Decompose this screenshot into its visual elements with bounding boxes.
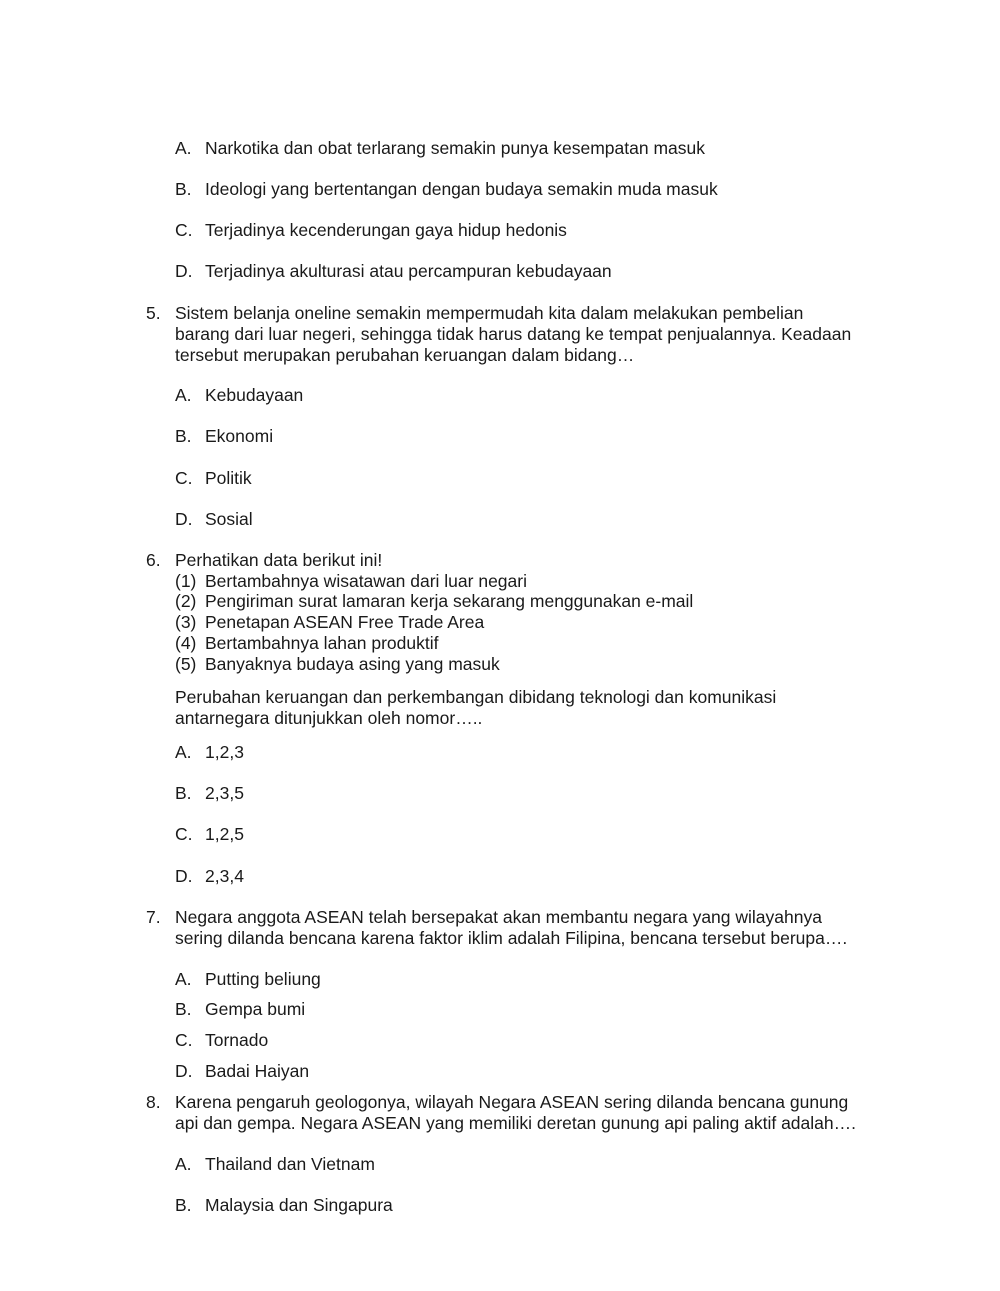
option-letter: D. [175, 261, 193, 281]
data-item-text: Bertambahnya wisatawan dari luar negari [205, 571, 527, 591]
question-number: 7. [146, 907, 161, 927]
option-text: Kebudayaan [205, 385, 304, 405]
option-letter: B. [175, 1195, 192, 1215]
option-text: Gempa bumi [205, 999, 306, 1019]
option-letter: D. [175, 509, 193, 529]
option-text: Ekonomi [205, 426, 274, 446]
data-item-text: Bertambahnya lahan produktif [205, 633, 439, 653]
question-text-line: tersebut merupakan perubahan keruangan dalam bidang… [175, 345, 635, 365]
option-text: Thailand dan Vietnam [205, 1154, 375, 1174]
data-item-number: (3) [175, 612, 197, 632]
question-text-line: barang dari luar negeri, sehingga tidak harus datang ke tempat penjualannya. Keadaan [175, 324, 852, 344]
question-text-line: api dan gempa. Negara ASEAN yang memiliki deretan gunung api paling aktif adalah…. [175, 1113, 856, 1133]
option-text: Tornado [205, 1030, 269, 1050]
option-text: Ideologi yang bertentangan dengan budaya semakin muda masuk [205, 179, 718, 199]
option-letter: A. [175, 742, 192, 762]
option-text: Sosial [205, 509, 253, 529]
data-item-number: (5) [175, 654, 197, 674]
question-number: 6. [146, 550, 161, 570]
question-text-line: Karena pengaruh geologonya, wilayah Negara ASEAN sering dilanda bencana gunung [175, 1092, 849, 1112]
option-text: Terjadinya akulturasi atau percampuran kebudayaan [205, 261, 612, 281]
data-item-text: Banyaknya budaya asing yang masuk [205, 654, 500, 674]
option-letter: A. [175, 1154, 192, 1174]
question-number: 8. [146, 1092, 161, 1112]
data-item-text: Pengiriman surat lamaran kerja sekarang menggunakan e-mail [205, 591, 694, 611]
question-text-line: Negara anggota ASEAN telah bersepakat akan membantu negara yang wilayahnya [175, 907, 822, 927]
option-text: Narkotika dan obat terlarang semakin punya kesempatan masuk [205, 138, 705, 158]
option-text: Badai Haiyan [205, 1061, 310, 1081]
option-letter: C. [175, 1030, 193, 1050]
option-text: Terjadinya kecenderungan gaya hidup hedonis [205, 220, 567, 240]
data-item-number: (2) [175, 591, 197, 611]
question-text-line: sering dilanda bencana karena faktor iklim adalah Filipina, bencana tersebut berupa…. [175, 928, 848, 948]
option-text: Malaysia dan Singapura [205, 1195, 393, 1215]
option-letter: D. [175, 1061, 193, 1081]
data-item-number: (1) [175, 571, 197, 591]
data-item-text: Penetapan ASEAN Free Trade Area [205, 612, 485, 632]
option-letter: A. [175, 385, 192, 405]
option-letter: C. [175, 220, 193, 240]
option-letter: C. [175, 468, 193, 488]
option-letter: D. [175, 866, 193, 886]
option-letter: A. [175, 969, 192, 989]
option-text: Putting beliung [205, 969, 321, 989]
data-item-number: (4) [175, 633, 197, 653]
question-text-line: Sistem belanja oneline semakin mempermudah kita dalam melakukan pembelian [175, 303, 804, 323]
option-letter: B. [175, 426, 192, 446]
option-text: 1,2,3 [205, 742, 244, 762]
question-intro: Perhatikan data berikut ini! [175, 550, 383, 570]
option-text: 2,3,4 [205, 866, 244, 886]
question-number: 5. [146, 303, 161, 323]
option-text: 1,2,5 [205, 824, 244, 844]
option-letter: A. [175, 138, 192, 158]
option-letter: B. [175, 179, 192, 199]
option-text: Politik [205, 468, 252, 488]
option-text: 2,3,5 [205, 783, 244, 803]
question-text-line: antarnegara ditunjukkan oleh nomor….. [175, 708, 483, 728]
question-text-line: Perubahan keruangan dan perkembangan dibidang teknologi dan komunikasi [175, 687, 777, 707]
option-letter: B. [175, 999, 192, 1019]
option-letter: C. [175, 824, 193, 844]
option-letter: B. [175, 783, 192, 803]
